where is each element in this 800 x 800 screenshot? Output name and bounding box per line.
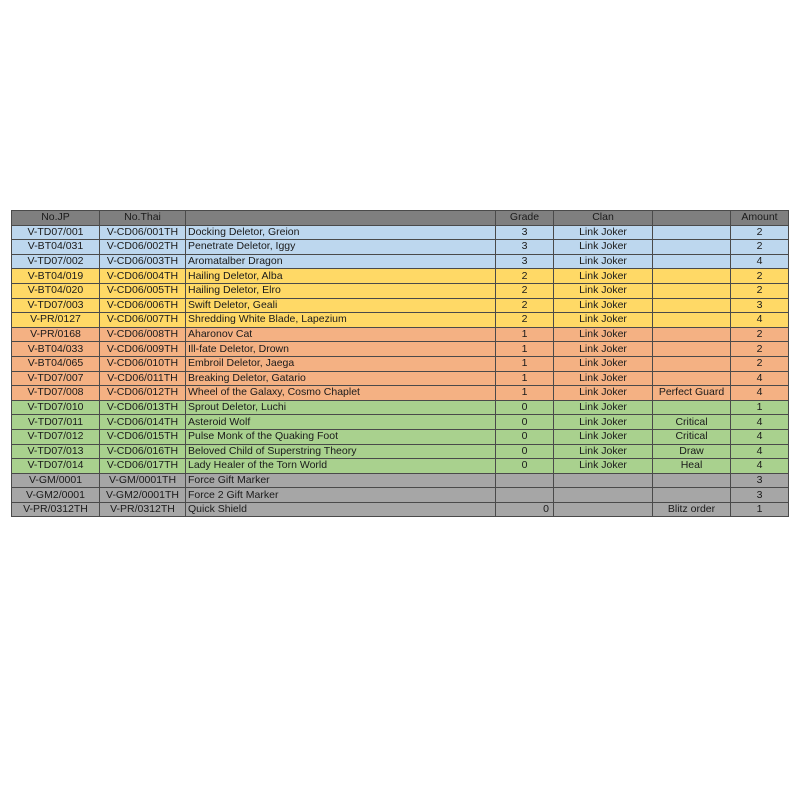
- table-row: [12, 459, 789, 474]
- cell-note: [653, 342, 731, 357]
- cell-grade: [496, 473, 554, 488]
- cell-clan: Link Joker: [554, 386, 653, 401]
- cell-no-jp: V-GM2/0001: [12, 488, 100, 503]
- cell-amount: 2: [731, 283, 789, 298]
- cell-card-name: Quick Shield: [186, 502, 496, 517]
- cell-card-name: Force Gift Marker: [186, 473, 496, 488]
- header-grade: Grade: [496, 211, 554, 226]
- cell-amount: 3: [731, 298, 789, 313]
- cell-note: [653, 269, 731, 284]
- cell-clan: Link Joker: [554, 356, 653, 371]
- cell-note: Perfect Guard: [653, 386, 731, 401]
- cell-clan: [554, 502, 653, 517]
- cell-note: Blitz order: [653, 502, 731, 517]
- cell-amount: 4: [731, 415, 789, 430]
- cell-note: [653, 356, 731, 371]
- cell-note: Heal: [653, 459, 731, 474]
- cell-amount: 2: [731, 269, 789, 284]
- cell-no-thai: V-GM/0001TH: [100, 473, 186, 488]
- cell-grade: 0: [496, 502, 554, 517]
- table-row: [12, 313, 789, 328]
- cell-amount: 3: [731, 473, 789, 488]
- table-row: [12, 283, 789, 298]
- cell-no-jp: V-BT04/020: [12, 283, 100, 298]
- cell-no-thai: V-CD06/003TH: [100, 254, 186, 269]
- cell-no-jp: V-PR/0312TH: [12, 502, 100, 517]
- cell-card-name: Penetrate Deletor, Iggy: [186, 240, 496, 255]
- cell-grade: 2: [496, 313, 554, 328]
- cell-no-thai: V-CD06/011TH: [100, 371, 186, 386]
- cell-card-name: Sprout Deletor, Luchi: [186, 400, 496, 415]
- cell-clan: Link Joker: [554, 342, 653, 357]
- cell-no-thai: V-CD06/010TH: [100, 356, 186, 371]
- cell-amount: 4: [731, 386, 789, 401]
- table-row: [12, 488, 789, 503]
- table-row: [12, 502, 789, 517]
- cell-amount: 2: [731, 327, 789, 342]
- cell-clan: Link Joker: [554, 429, 653, 444]
- table-row: [12, 444, 789, 459]
- cell-card-name: Aromatalber Dragon: [186, 254, 496, 269]
- cell-card-name: Aharonov Cat: [186, 327, 496, 342]
- cell-clan: [554, 473, 653, 488]
- cell-clan: Link Joker: [554, 298, 653, 313]
- cell-no-jp: V-TD07/011: [12, 415, 100, 430]
- cell-no-jp: V-TD07/012: [12, 429, 100, 444]
- cell-no-thai: V-CD06/017TH: [100, 459, 186, 474]
- cell-amount: 4: [731, 429, 789, 444]
- cell-no-thai: V-CD06/015TH: [100, 429, 186, 444]
- cell-clan: Link Joker: [554, 254, 653, 269]
- cell-grade: 0: [496, 400, 554, 415]
- table-row: [12, 298, 789, 313]
- cell-clan: Link Joker: [554, 225, 653, 240]
- cell-grade: 2: [496, 298, 554, 313]
- cell-note: [653, 298, 731, 313]
- cell-no-jp: V-TD07/008: [12, 386, 100, 401]
- cell-grade: 2: [496, 283, 554, 298]
- header-note: [653, 211, 731, 226]
- cell-clan: Link Joker: [554, 459, 653, 474]
- table-row: [12, 429, 789, 444]
- cell-amount: 4: [731, 444, 789, 459]
- header-clan: Clan: [554, 211, 653, 226]
- cell-card-name: Hailing Deletor, Alba: [186, 269, 496, 284]
- cell-amount: 2: [731, 356, 789, 371]
- cell-card-name: Asteroid Wolf: [186, 415, 496, 430]
- cell-grade: 1: [496, 342, 554, 357]
- cell-no-thai: V-GM2/0001TH: [100, 488, 186, 503]
- cell-note: Critical: [653, 415, 731, 430]
- cell-card-name: Hailing Deletor, Elro: [186, 283, 496, 298]
- cell-no-thai: V-CD06/014TH: [100, 415, 186, 430]
- cell-note: [653, 473, 731, 488]
- header-row: [12, 211, 789, 226]
- cell-card-name: Lady Healer of the Torn World: [186, 459, 496, 474]
- cell-note: [653, 254, 731, 269]
- cell-card-name: Docking Deletor, Greion: [186, 225, 496, 240]
- table-row: [12, 240, 789, 255]
- cell-no-thai: V-CD06/002TH: [100, 240, 186, 255]
- cell-amount: 1: [731, 502, 789, 517]
- cell-card-name: Embroil Deletor, Jaega: [186, 356, 496, 371]
- cell-clan: Link Joker: [554, 269, 653, 284]
- cell-card-name: Force 2 Gift Marker: [186, 488, 496, 503]
- cell-no-thai: V-CD06/001TH: [100, 225, 186, 240]
- header-no-thai: No.Thai: [100, 211, 186, 226]
- cell-grade: 0: [496, 444, 554, 459]
- cell-no-jp: V-TD07/007: [12, 371, 100, 386]
- table-row: [12, 415, 789, 430]
- cell-no-thai: V-CD06/007TH: [100, 313, 186, 328]
- table-row: [12, 386, 789, 401]
- cell-grade: 3: [496, 254, 554, 269]
- cell-no-jp: V-TD07/001: [12, 225, 100, 240]
- header-no-jp: No.JP: [12, 211, 100, 226]
- cell-no-jp: V-BT04/031: [12, 240, 100, 255]
- cell-note: Draw: [653, 444, 731, 459]
- cell-no-thai: V-CD06/008TH: [100, 327, 186, 342]
- cell-no-thai: V-PR/0312TH: [100, 502, 186, 517]
- cell-no-thai: V-CD06/012TH: [100, 386, 186, 401]
- cell-card-name: Shredding White Blade, Lapezium: [186, 313, 496, 328]
- cell-note: [653, 225, 731, 240]
- cell-note: [653, 400, 731, 415]
- cell-no-jp: V-TD07/010: [12, 400, 100, 415]
- table-row: [12, 342, 789, 357]
- cell-clan: Link Joker: [554, 283, 653, 298]
- cell-no-jp: V-PR/0168: [12, 327, 100, 342]
- cell-note: [653, 313, 731, 328]
- cell-amount: 2: [731, 342, 789, 357]
- deck-list-sheet: [11, 210, 788, 517]
- table-row: [12, 269, 789, 284]
- cell-card-name: Swift Deletor, Geali: [186, 298, 496, 313]
- cell-note: [653, 488, 731, 503]
- cell-amount: 2: [731, 225, 789, 240]
- cell-amount: 4: [731, 459, 789, 474]
- cell-note: [653, 283, 731, 298]
- cell-grade: 3: [496, 225, 554, 240]
- cell-note: [653, 371, 731, 386]
- cell-amount: 2: [731, 240, 789, 255]
- cell-grade: 1: [496, 371, 554, 386]
- cell-amount: 3: [731, 488, 789, 503]
- cell-clan: Link Joker: [554, 240, 653, 255]
- cell-grade: 1: [496, 386, 554, 401]
- cell-no-jp: V-BT04/019: [12, 269, 100, 284]
- cell-amount: 4: [731, 254, 789, 269]
- cell-no-jp: V-BT04/033: [12, 342, 100, 357]
- cell-card-name: Breaking Deletor, Gatario: [186, 371, 496, 386]
- cell-clan: Link Joker: [554, 400, 653, 415]
- table-row: [12, 327, 789, 342]
- cell-no-jp: V-GM/0001: [12, 473, 100, 488]
- cell-amount: 4: [731, 313, 789, 328]
- cell-grade: 1: [496, 327, 554, 342]
- cell-no-jp: V-TD07/014: [12, 459, 100, 474]
- cell-no-jp: V-BT04/065: [12, 356, 100, 371]
- table-body: [12, 225, 789, 517]
- cell-clan: Link Joker: [554, 444, 653, 459]
- table-row: [12, 400, 789, 415]
- cell-card-name: Beloved Child of Superstring Theory: [186, 444, 496, 459]
- cell-amount: 4: [731, 371, 789, 386]
- header-amount: Amount: [731, 211, 789, 226]
- table-row: [12, 356, 789, 371]
- cell-clan: Link Joker: [554, 415, 653, 430]
- table-row: [12, 254, 789, 269]
- cell-no-thai: V-CD06/016TH: [100, 444, 186, 459]
- cell-note: [653, 327, 731, 342]
- cell-card-name: Ill-fate Deletor, Drown: [186, 342, 496, 357]
- cell-no-thai: V-CD06/013TH: [100, 400, 186, 415]
- cell-no-thai: V-CD06/009TH: [100, 342, 186, 357]
- cell-grade: 2: [496, 269, 554, 284]
- cell-no-jp: V-TD07/013: [12, 444, 100, 459]
- cell-no-thai: V-CD06/006TH: [100, 298, 186, 313]
- cell-grade: 0: [496, 459, 554, 474]
- table-row: [12, 371, 789, 386]
- cell-amount: 1: [731, 400, 789, 415]
- cell-clan: [554, 488, 653, 503]
- table-row: [12, 473, 789, 488]
- deck-list-table: [11, 210, 789, 517]
- cell-clan: Link Joker: [554, 313, 653, 328]
- table-row: [12, 225, 789, 240]
- header-name: [186, 211, 496, 226]
- cell-no-jp: V-TD07/003: [12, 298, 100, 313]
- cell-clan: Link Joker: [554, 327, 653, 342]
- cell-note: Critical: [653, 429, 731, 444]
- cell-no-thai: V-CD06/004TH: [100, 269, 186, 284]
- cell-clan: Link Joker: [554, 371, 653, 386]
- cell-no-thai: V-CD06/005TH: [100, 283, 186, 298]
- cell-no-jp: V-TD07/002: [12, 254, 100, 269]
- cell-grade: 3: [496, 240, 554, 255]
- cell-card-name: Wheel of the Galaxy, Cosmo Chaplet: [186, 386, 496, 401]
- cell-grade: [496, 488, 554, 503]
- cell-no-jp: V-PR/0127: [12, 313, 100, 328]
- cell-grade: 0: [496, 415, 554, 430]
- cell-grade: 1: [496, 356, 554, 371]
- cell-grade: 0: [496, 429, 554, 444]
- cell-card-name: Pulse Monk of the Quaking Foot: [186, 429, 496, 444]
- cell-note: [653, 240, 731, 255]
